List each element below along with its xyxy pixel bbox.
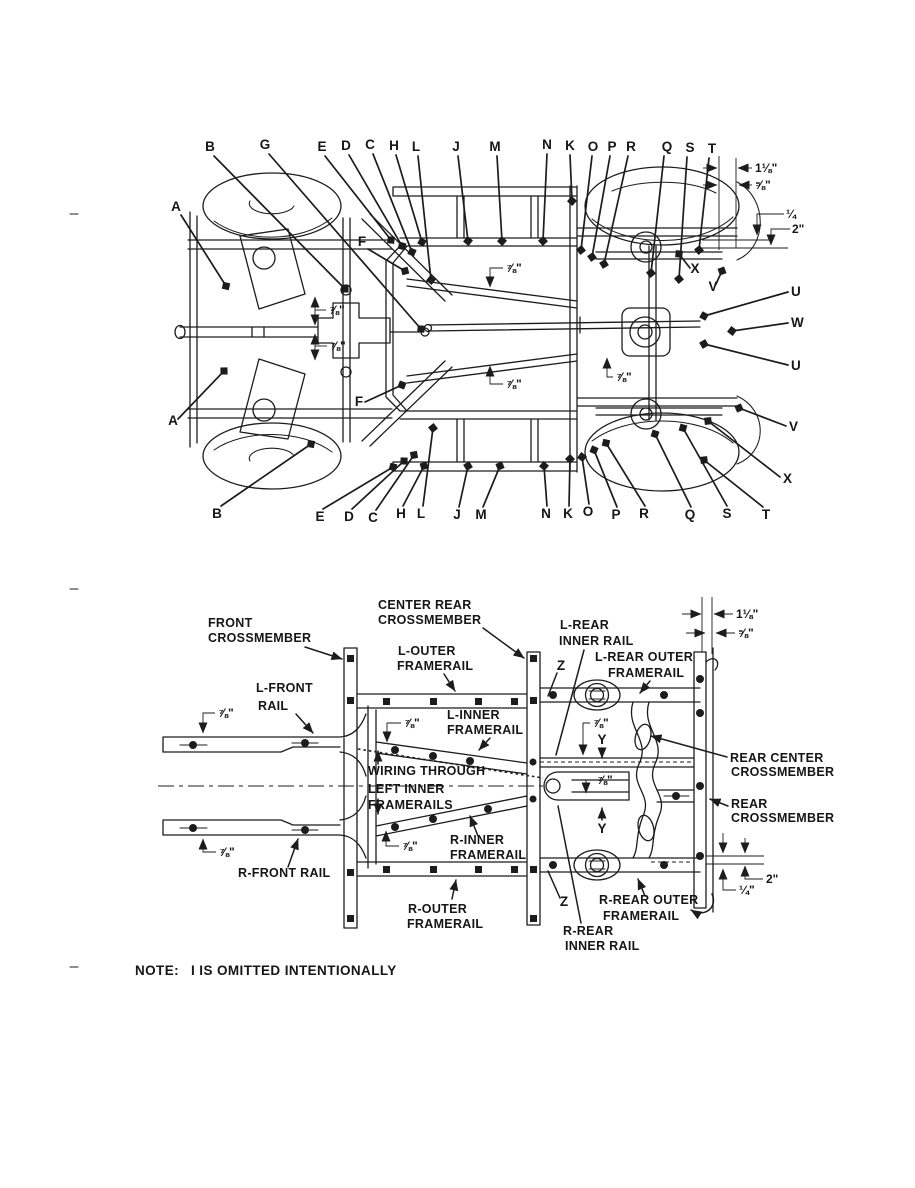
dim-7-8: ⅞" [402,839,418,853]
callout-m-bottom: M [475,507,487,522]
label-center-rear-crossmember: CROSSMEMBER [378,613,482,627]
callout-p-bottom: P [611,507,621,522]
callout-y-upper: Y [597,732,607,747]
callout-c-bottom: C [368,510,378,525]
callout-z-upper: Z [556,658,566,673]
note-label: NOTE: [135,963,179,978]
wheels-and-tires [203,167,760,491]
dim-7-8: ⅞" [506,377,522,391]
label-l-front-rail: RAIL [258,699,289,713]
callout-n-bottom: N [541,506,551,521]
label-rear-crossmember: CROSSMEMBER [731,811,835,825]
callout-n-top: N [542,137,552,152]
dim-1-1-8: 1⅛" [755,161,778,175]
note [135,963,397,978]
bottom-diagram [158,597,834,953]
label-l-front-rail: L-FRONT [256,681,313,695]
callout-e-bottom: E [315,509,325,524]
callout-x-lower: X [783,471,793,486]
dim-7-8: ⅞" [506,261,522,275]
dim-2: 2" [792,222,805,236]
callout-k-top: K [565,138,575,153]
dim-1-4: ¼ [786,207,797,221]
dim-7-8: ⅞" [218,706,234,720]
callout-b-bottom: B [212,506,222,521]
bottom-part-labels [208,598,834,953]
callout-k-bottom: K [563,506,573,521]
rear-axle [596,232,722,429]
label-r-rear-outer-framerail: FRAMERAIL [603,909,680,923]
label-l-rear-outer-framerail: L-REAR OUTER [595,650,694,664]
callout-l-bottom: L [416,506,426,521]
label-l-rear-inner-rail: INNER RAIL [559,634,634,648]
label-r-front-rail: R-FRONT RAIL [238,866,331,880]
callout-s-bottom: S [722,506,732,521]
callout-w: W [791,315,804,330]
dim-7-8: ⅞" [329,303,345,317]
callout-h-top: H [389,138,399,153]
label-wiring: WIRING THROUGH [368,764,486,778]
dim-5-8: ⅝" [755,178,771,192]
dim-1-4: ¼" [739,883,755,897]
callout-d-bottom: D [344,509,354,524]
callout-b-top: B [205,139,215,154]
callout-x-upper: X [690,261,700,276]
label-l-inner-framerail: L-INNER [447,708,500,722]
callout-r-bottom: R [639,506,649,521]
callout-r-top: R [626,139,636,154]
label-l-rear-outer-framerail: FRAMERAIL [608,666,685,680]
label-r-rear-inner-rail: R-REAR [563,924,614,938]
callout-h-bottom: H [396,506,406,521]
callout-s-top: S [685,140,695,155]
dim-7-8: ⅞" [330,339,346,353]
label-wiring: FRAMERAILS [368,798,453,812]
callout-p-top: P [607,139,617,154]
bottom-callout-letters [212,428,771,525]
callout-m-top: M [489,139,501,154]
callout-a-lower: A [168,413,178,428]
callout-a-upper: A [171,199,181,214]
callout-d-top: D [341,138,351,153]
callout-q-top: Q [661,139,673,154]
label-rear-crossmember: REAR [731,797,768,811]
label-front-crossmember: CROSSMEMBER [208,631,312,645]
side-callout-letters [168,199,804,486]
label-front-crossmember: FRONT [208,616,253,630]
label-center-rear-crossmember: CENTER REAR [378,598,472,612]
label-r-outer-framerail: R-OUTER [408,902,468,916]
label-l-outer-framerail: L-OUTER [398,644,456,658]
margin-marks [70,214,78,967]
callout-y-lower: Y [597,821,607,836]
dim-2: 2" [766,872,779,886]
label-l-inner-framerail: FRAMERAIL [447,723,524,737]
label-r-outer-framerail: FRAMERAIL [407,917,484,931]
dim-5-8: ⅝" [738,626,754,640]
label-r-rear-inner-rail: INNER RAIL [565,939,640,953]
label-rear-center-crossmember: CROSSMEMBER [731,765,835,779]
callout-g-top: G [259,137,271,152]
callout-f-upper: F [357,234,367,249]
callout-e-top: E [317,139,327,154]
dim-1-1-8: 1⅛" [736,607,759,621]
label-l-rear-inner-rail: L-REAR [560,618,610,632]
dim-7-8: ⅞" [219,845,235,859]
dim-7-8: ⅞" [404,716,420,730]
dim-7-8: ⅞" [597,773,613,787]
dim-7-8: ⅞" [616,370,632,384]
callout-z-lower: Z [559,894,569,909]
callout-u-lower: U [791,358,801,373]
callout-v-upper: V [708,279,718,294]
callout-t-bottom: T [761,507,771,522]
label-r-inner-framerail: R-INNER [450,833,505,847]
callout-c-top: C [365,137,375,152]
label-rear-center-crossmember: REAR CENTER [730,751,824,765]
label-wiring: LEFT INNER [368,782,445,796]
callout-j-bottom: J [453,507,461,522]
callout-o-top: O [587,139,599,154]
callout-u-upper: U [791,284,801,299]
callout-q-bottom: Q [684,507,696,522]
callout-t-top: T [707,141,717,156]
label-r-rear-outer-framerail: R-REAR OUTER [599,893,699,907]
note-text: I IS OMITTED INTENTIONALLY [191,963,397,978]
label-l-outer-framerail: FRAMERAIL [397,659,474,673]
top-diagram [168,137,804,525]
callout-j-top: J [452,139,460,154]
dim-7-8: ⅞" [593,716,609,730]
rivet-dots [189,655,704,922]
callout-o-bottom: O [582,504,594,519]
callout-l-top: L [411,139,421,154]
label-r-inner-framerail: FRAMERAIL [450,848,527,862]
callout-v-lower: V [789,419,799,434]
callout-f-lower: F [354,394,364,409]
